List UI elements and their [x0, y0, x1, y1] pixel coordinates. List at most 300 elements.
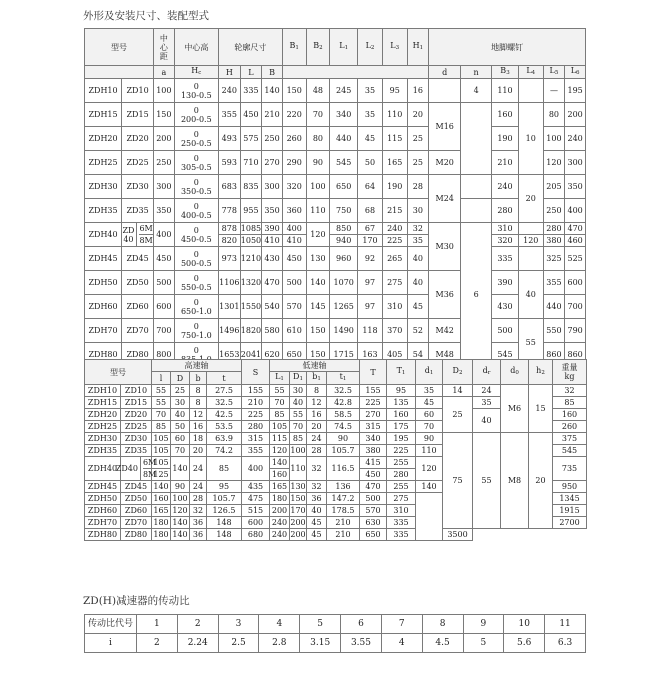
table-cell: 493	[218, 127, 240, 151]
table-cell: 650	[330, 175, 358, 199]
model-zd-part: ZD	[122, 225, 135, 235]
table-cell: 400	[282, 223, 306, 235]
table-cell: 70	[171, 445, 190, 457]
table-cell: 355	[543, 271, 565, 295]
table-cell: 1106	[218, 271, 240, 295]
center-height-cell	[174, 199, 218, 223]
table-cell: M42	[429, 319, 461, 343]
table-cell: 25	[443, 397, 473, 433]
model-zd: ZD30	[122, 175, 154, 199]
model-zdh: ZDH60	[85, 505, 121, 517]
model-zdh: ZDH60	[85, 295, 122, 319]
table-cell: 40	[171, 409, 190, 421]
table-cell: 430	[262, 247, 283, 271]
table-cell: 405	[382, 343, 407, 367]
table-cell: 683	[218, 175, 240, 199]
col2-D2: D2	[443, 360, 473, 385]
table-cell: 10	[518, 103, 543, 175]
table-cell: 280	[543, 223, 565, 235]
model-zdh: ZDH80	[85, 529, 121, 541]
table-cell: 300	[565, 151, 586, 175]
model-zdh: ZDH20	[85, 409, 121, 421]
table-cell: 335	[387, 529, 416, 541]
table-cell: 1070	[330, 271, 358, 295]
table-cell: 355	[218, 103, 240, 127]
ratio-value: 4	[381, 634, 422, 653]
table-cell: 97	[358, 271, 383, 295]
table-cell: 610	[282, 319, 306, 343]
table-cell: 540	[262, 295, 283, 319]
col-anchor-bolts: 地脚螺钉	[429, 29, 586, 66]
table-cell: 120	[416, 457, 443, 481]
table-cell: 85	[270, 409, 290, 421]
table-cell: 32.5	[327, 385, 360, 397]
table-cell: 48	[306, 79, 330, 103]
table-cell: 340	[360, 433, 387, 445]
table-cell: 70	[416, 421, 443, 433]
sub2-D1: D1	[290, 372, 307, 385]
center-height-value: 750-1.0	[180, 330, 212, 340]
table-cell: M8	[501, 433, 529, 529]
ratio-code: 3	[218, 615, 259, 634]
table-cell: 310	[382, 295, 407, 319]
table-cell: 750	[330, 199, 358, 223]
table-cell: 3500	[443, 529, 473, 541]
table-cell: 620	[262, 343, 283, 367]
table-cell: 136	[327, 481, 360, 493]
sub-d: d	[429, 66, 461, 79]
col2-model: 型号	[85, 360, 152, 385]
table-cell: 55	[152, 385, 171, 397]
table2-header-row	[85, 360, 587, 372]
table-cell: 195	[387, 433, 416, 445]
table-cell: 90	[306, 151, 330, 175]
center-height-cell	[174, 103, 218, 127]
variant-label: 6M	[142, 458, 157, 467]
table-cell: 32	[307, 481, 327, 493]
table-cell: 100	[172, 494, 188, 503]
table-cell: 450	[282, 247, 306, 271]
table-cell: 140	[270, 457, 290, 469]
model-zd: ZD20	[121, 409, 152, 421]
model-zdh: ZDH40	[85, 223, 122, 247]
table-cell: 600	[242, 517, 270, 529]
table-cell: 593	[218, 151, 240, 175]
model-zdh: ZDH10	[85, 79, 122, 103]
table-row	[85, 295, 586, 319]
table-cell: 126.5	[207, 505, 242, 517]
ratio-value: 6.3	[545, 634, 586, 653]
table-cell: 2041	[240, 343, 262, 367]
ratio-code: 1	[137, 615, 178, 634]
table-cell: 200	[154, 127, 175, 151]
table-cell: 110	[290, 457, 307, 481]
table-cell: 110	[306, 199, 330, 223]
sub-Hc: Hc	[174, 66, 218, 79]
col-center-height: 中心高	[174, 29, 218, 66]
col2-weight: 重量 kg	[553, 360, 587, 385]
table-cell: 12	[190, 409, 207, 421]
table-cell: 500	[154, 271, 175, 295]
table-cell: 650	[282, 343, 306, 367]
table-row	[85, 127, 586, 151]
table-cell: M48	[429, 343, 461, 367]
center-height-value: 200-0.5	[180, 114, 212, 124]
table-cell: 1915	[553, 505, 587, 517]
table-cell: 35	[358, 103, 383, 127]
ratio-value: 3.15	[300, 634, 341, 653]
model-zd: ZD50	[122, 271, 154, 295]
table-cell: 790	[565, 319, 586, 343]
table-cell: 1653	[218, 343, 240, 367]
table-cell: 15	[529, 385, 553, 433]
table-cell: 735	[553, 457, 587, 481]
table-cell: 145	[306, 295, 330, 319]
ratio-value: 3.55	[341, 634, 382, 653]
table-cell: 63.9	[207, 433, 242, 445]
table-cell: 545	[330, 151, 358, 175]
table-cell: 36	[190, 529, 207, 541]
sub-B3: B3	[492, 66, 519, 79]
table-cell: 545	[553, 445, 587, 457]
table-cell: 335	[387, 517, 416, 529]
table-cell: 60	[171, 433, 190, 445]
table-cell: 570	[360, 505, 387, 517]
table-cell: 1320	[240, 271, 262, 295]
ratio-code-header: 传动比代号	[85, 615, 137, 634]
table-cell: 475	[242, 493, 270, 505]
table-row	[85, 103, 586, 127]
table-cell: 470	[262, 271, 283, 295]
table-cell: 500	[282, 271, 306, 295]
table-cell: 315	[360, 421, 387, 433]
ratio-value-row	[85, 634, 586, 653]
table-cell: 74.5	[327, 421, 360, 433]
variant-label: 6M	[139, 224, 153, 233]
model-zdh: ZDH70	[85, 517, 121, 529]
table-cell: 215	[382, 199, 407, 223]
ratio-code-row	[85, 615, 586, 634]
ratio-value: 5	[463, 634, 504, 653]
table-cell: 70	[306, 103, 330, 127]
center-height-value: 250-0.5	[180, 138, 212, 148]
sub2-b: b	[190, 372, 207, 385]
table-row	[85, 151, 586, 175]
table-cell: 160	[270, 469, 290, 481]
ratio-code: 4	[259, 615, 300, 634]
tolerance-upper: 0	[193, 105, 199, 115]
table-cell: 220	[282, 103, 306, 127]
table-cell: 550	[543, 319, 565, 343]
table-cell: 340	[330, 103, 358, 127]
table-cell: 280	[387, 469, 416, 481]
tolerance-upper: 0	[193, 297, 199, 307]
table-cell: 440	[330, 127, 358, 151]
table-cell: 270	[262, 151, 283, 175]
table-cell: 24	[307, 433, 327, 445]
table-cell: 430	[492, 295, 519, 319]
table-cell: 60	[416, 409, 443, 421]
table-cell: 155	[360, 385, 387, 397]
table-cell: 680	[242, 529, 270, 541]
model-zd: ZD80	[122, 343, 154, 367]
col-H1: H1	[407, 29, 429, 66]
table-cell: 1550	[240, 295, 262, 319]
table-cell: 100	[306, 175, 330, 199]
sub-L5: L5	[543, 66, 565, 79]
col-B2: B2	[306, 29, 330, 66]
table-row	[85, 529, 587, 541]
table-cell: M20	[429, 151, 461, 175]
ratio-value: 2.24	[177, 634, 218, 653]
table-cell: 24	[190, 457, 207, 481]
table-cell: 460	[565, 235, 586, 247]
table-cell: 90	[416, 433, 443, 445]
table-cell: 105	[153, 434, 169, 443]
table-cell: 30	[171, 397, 190, 409]
sub-L: L	[240, 66, 262, 79]
variant-label: 8M	[142, 470, 157, 479]
table-cell: 600	[154, 295, 175, 319]
table-cell: 118	[358, 319, 383, 343]
table-cell: 95	[382, 79, 407, 103]
table-cell: 115	[270, 433, 290, 445]
table-cell: 450	[360, 469, 387, 481]
table-cell: 55	[518, 319, 543, 367]
table-cell: 335	[240, 79, 262, 103]
sub2-D: D	[171, 372, 190, 385]
table-cell: 800	[154, 343, 175, 367]
table-cell: 85	[207, 457, 242, 481]
sub2-L1: L1	[270, 372, 290, 385]
table-cell: 835	[240, 175, 262, 199]
sub2-t1: t1	[327, 372, 360, 385]
table-cell: M16	[429, 103, 461, 151]
table-cell: 150	[154, 103, 175, 127]
table-cell: 160	[153, 494, 169, 503]
table-cell: 110	[416, 445, 443, 457]
table-cell: 240	[492, 175, 519, 199]
model-zdh: ZDH80	[85, 343, 122, 367]
table-cell: 210	[242, 397, 270, 409]
table-cell: 148	[207, 529, 242, 541]
center-height-cell	[174, 151, 218, 175]
table-cell: —	[543, 79, 565, 103]
table-cell: 140	[416, 481, 443, 493]
table-cell: 50	[171, 421, 190, 433]
table-cell: 1345	[553, 493, 587, 505]
table-cell: 280	[492, 199, 519, 223]
table-cell: 450	[154, 247, 175, 271]
table-cell: 260	[282, 127, 306, 151]
table-cell: 140	[153, 482, 169, 491]
table-cell: 42.8	[327, 397, 360, 409]
table-cell: 973	[218, 247, 240, 271]
model-zd: ZD25	[122, 151, 154, 175]
ratio-i-header: i	[85, 634, 137, 653]
table-cell: 200	[290, 518, 306, 527]
table-cell: 225	[360, 397, 387, 409]
table-cell: 20	[407, 103, 429, 127]
table-cell: 315	[242, 433, 270, 445]
table-cell: 950	[553, 481, 587, 493]
tolerance-upper: 0	[193, 129, 199, 139]
model-zdh: ZDH25	[85, 151, 122, 175]
table1-subheader-row	[85, 66, 586, 79]
table-cell: 6	[461, 223, 492, 367]
ratio-code: 5	[300, 615, 341, 634]
table-cell: 700	[154, 319, 175, 343]
table-cell: 380	[543, 235, 565, 247]
table-cell: 18	[190, 433, 207, 445]
ratio-table	[84, 614, 586, 653]
model-zdh: ZDH40	[85, 457, 121, 481]
table-cell: 1265	[330, 295, 358, 319]
table-cell: 35	[473, 397, 501, 409]
sub2-l: l	[152, 372, 171, 385]
table-cell: 28	[407, 175, 429, 199]
table-cell: 14	[443, 385, 473, 397]
model-zd-part: ZD40	[115, 464, 138, 473]
table-cell: 280	[242, 421, 270, 433]
table-cell: 515	[242, 505, 270, 517]
table-cell: 140	[306, 271, 330, 295]
ratio-code: 2	[177, 615, 218, 634]
model-zd: ZD60	[121, 505, 152, 517]
table-cell: 240	[270, 529, 290, 541]
table-cell: 160	[492, 103, 519, 127]
table-cell: 600	[565, 271, 586, 295]
ratio-code: 7	[381, 615, 422, 634]
sub-H: H	[218, 66, 240, 79]
table-cell: 150	[306, 343, 330, 367]
table-row	[85, 271, 586, 295]
ratio-value: 5.6	[504, 634, 545, 653]
table-cell: 320	[282, 175, 306, 199]
model-zdh: ZDH70	[85, 319, 122, 343]
table-cell: 250	[543, 199, 565, 223]
table-cell: 24	[190, 481, 207, 493]
table-cell: 30	[407, 199, 429, 223]
table-cell: 105	[153, 446, 169, 455]
table-cell: 120	[270, 445, 290, 457]
col2-d0: d0	[501, 360, 529, 385]
table-cell: 310	[387, 505, 416, 517]
table-cell: 400	[242, 457, 270, 481]
tolerance-upper: 0	[193, 249, 199, 259]
table-cell: 28	[307, 445, 327, 457]
table-cell: 25	[171, 385, 190, 397]
table-cell: 32	[307, 457, 327, 481]
table-cell: 165	[153, 506, 169, 515]
table-cell: 170	[290, 506, 306, 515]
table-cell: 1490	[330, 319, 358, 343]
variant-label: 8M	[139, 236, 153, 245]
table-cell: 20	[190, 445, 207, 457]
table-cell: 860	[543, 343, 565, 367]
table-cell: 260	[553, 421, 587, 433]
table-cell: 150	[282, 79, 306, 103]
table-cell: 240	[565, 127, 586, 151]
table-cell: 450	[240, 103, 262, 127]
model-zdh: ZDH20	[85, 127, 122, 151]
table-cell: 125	[153, 470, 169, 479]
table-cell: 20	[529, 433, 553, 529]
table-cell: 70	[290, 421, 307, 433]
table-cell	[518, 79, 543, 103]
model-zd: ZD35	[121, 445, 152, 457]
table-cell	[461, 175, 492, 199]
table-cell: 400	[565, 199, 586, 223]
table-cell	[461, 199, 492, 223]
table-cell: 147.2	[327, 493, 360, 505]
ratio-code: 10	[504, 615, 545, 634]
table-cell: 255	[387, 481, 416, 493]
model-zdh: ZDH35	[85, 199, 122, 223]
table-cell: 778	[218, 199, 240, 223]
col2-low-speed-shaft: 低速轴	[270, 360, 360, 372]
table-cell: 170	[358, 235, 383, 247]
table-cell: 1715	[330, 343, 358, 367]
table-cell: 70	[152, 409, 171, 421]
sub-L6: L6	[565, 66, 586, 79]
table-row	[85, 199, 586, 223]
col2-dr: dr	[473, 360, 501, 385]
table-cell: 180	[270, 493, 290, 505]
model-zd: ZD35	[122, 199, 154, 223]
table-cell: 150	[306, 319, 330, 343]
model-zd	[115, 457, 157, 481]
table-cell: 40	[407, 271, 429, 295]
center-height-cell	[174, 295, 218, 319]
table-cell: 140	[171, 457, 190, 481]
table-cell: 240	[218, 79, 240, 103]
table-cell: 40	[473, 409, 501, 433]
center-height-cell	[174, 175, 218, 199]
col2-T1: T1	[387, 360, 416, 385]
model-zdh: ZDH50	[85, 493, 121, 505]
table-cell: 50	[358, 151, 383, 175]
table-cell: 960	[330, 247, 358, 271]
table-cell: 210	[492, 151, 519, 175]
table-cell: 700	[565, 295, 586, 319]
model-zdh: ZDH25	[85, 421, 121, 433]
table-cell: 200	[270, 505, 290, 517]
table-cell: 415	[360, 457, 387, 469]
table-cell	[416, 493, 443, 541]
table-cell: 500	[360, 493, 387, 505]
table-cell: 240	[270, 517, 290, 529]
table-cell: 120	[543, 151, 565, 175]
table-cell	[461, 103, 492, 175]
dimensions-table	[84, 28, 586, 367]
tolerance-upper: 0	[193, 81, 199, 91]
table-cell: 335	[492, 247, 519, 271]
table-cell: 860	[565, 343, 586, 367]
table-cell: 67	[358, 223, 383, 235]
table-cell	[429, 79, 461, 103]
table-cell: 255	[387, 457, 416, 469]
col-L3: L3	[382, 29, 407, 66]
table-cell: 190	[382, 175, 407, 199]
table-cell: 1210	[240, 247, 262, 271]
table-row	[85, 175, 586, 199]
table-cell: 178.5	[327, 505, 360, 517]
center-height-value: 400-0.5	[180, 210, 212, 220]
model-zd	[122, 223, 154, 247]
table-cell: 245	[330, 79, 358, 103]
table-cell: 75	[443, 433, 473, 529]
